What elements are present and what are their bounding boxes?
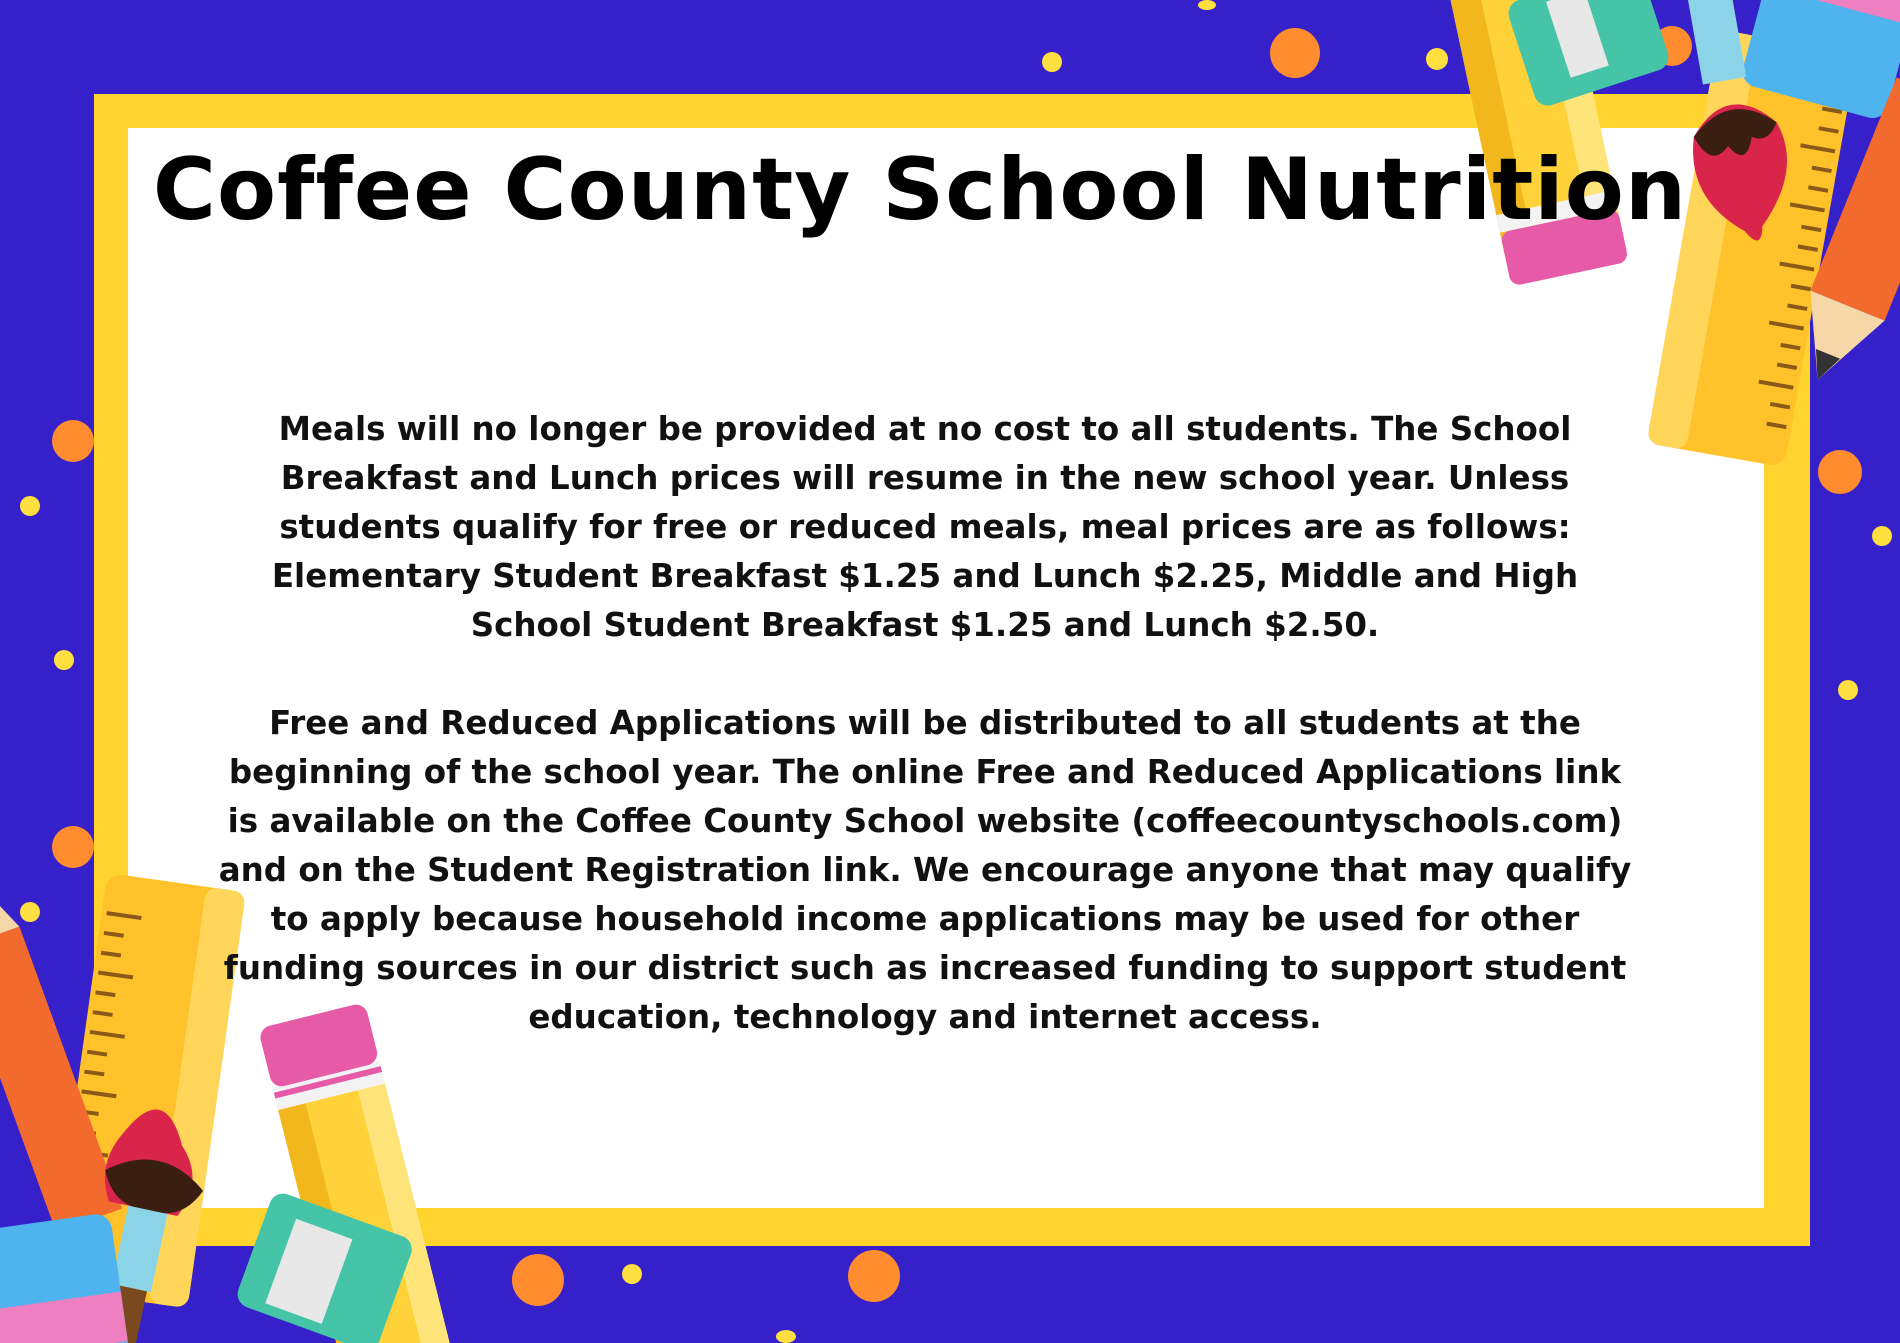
eraser-icon <box>0 1212 131 1343</box>
page-title: Coffee County School Nutrition <box>152 140 1688 240</box>
notice-body <box>215 405 1635 1042</box>
meal-prices-paragraph: Meals will no longer be provided at no cost to all students. The School Breakfast and Lunch prices will resume in the new school year. Unless students qualify for free or reduced meals, meal prices are as follows: Elementary Student Breakfast $1.25 and Lunch $2.25, Middle and High School Student Breakfast $1.25 and Lunch $2.50. <box>271 410 1579 644</box>
applications-paragraph: Free and Reduced Applications will be distributed to all students at the beginning of the school year. The online Free and Reduced Applications link is available on the Coffee County School website (coffeecountyschools.com) and on the Student Registration link. We encourage anyone that may qualify to apply because household income applications may be used for other funding sources in our district such as increased funding to support student education, technology and internet access. <box>218 704 1632 1036</box>
